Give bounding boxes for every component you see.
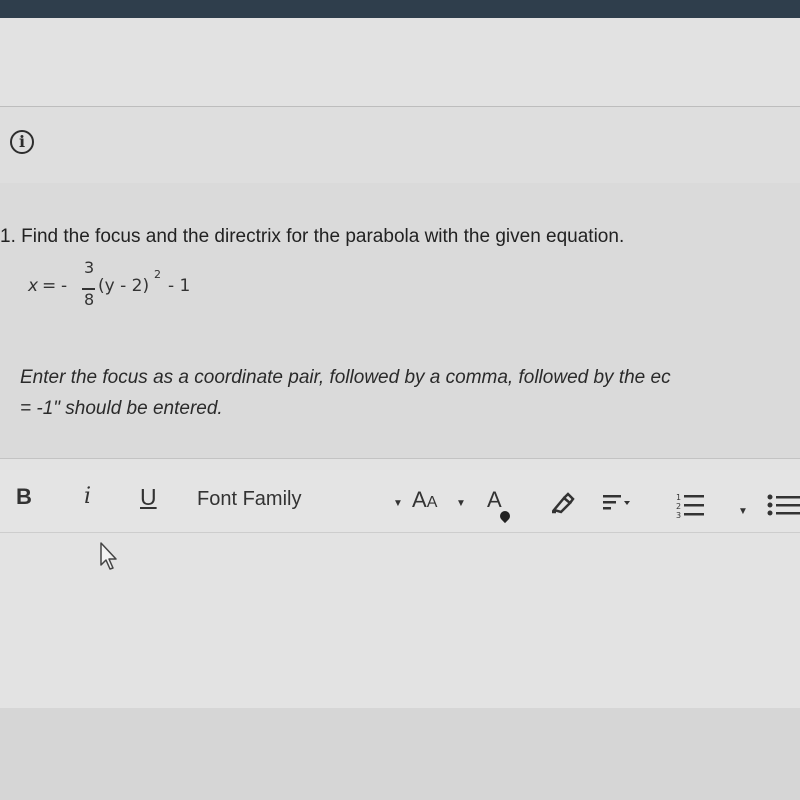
info-icon[interactable]: i: [10, 130, 34, 154]
italic-button[interactable]: i: [84, 484, 92, 509]
info-panel: [0, 106, 800, 184]
header-area: [0, 18, 800, 106]
mouse-cursor-icon: [98, 541, 122, 571]
answer-instructions-line1: Enter the focus as a coordinate pair, followed by a comma, followed by the ec: [20, 367, 671, 388]
font-size-small-label: A: [426, 494, 438, 511]
highlight-icon[interactable]: [550, 492, 576, 514]
font-family-caret-icon[interactable]: ▼: [393, 498, 403, 509]
equation-exponent: 2: [154, 268, 161, 281]
ordered-list-icon[interactable]: [676, 491, 712, 519]
fraction-denominator: 8: [84, 290, 95, 309]
font-size-large-label: A: [412, 487, 427, 512]
answer-instructions-line2: = -1" should be entered.: [20, 398, 223, 419]
question-text: 1. Find the focus and the directrix for the parabola with the given equation.: [0, 226, 625, 247]
ordered-list-caret-icon[interactable]: ▼: [738, 506, 748, 517]
fraction-numerator: 3: [84, 258, 95, 277]
equation-lhs: x: [28, 276, 39, 296]
bold-button[interactable]: B: [16, 484, 32, 509]
parabola-equation: [28, 258, 288, 318]
text-color-button[interactable]: A: [487, 487, 502, 512]
svg-text:3: 3: [676, 511, 682, 519]
page-bottom: [0, 708, 800, 800]
equation-group: (y - 2): [98, 276, 150, 296]
svg-text:2: 2: [676, 502, 682, 511]
font-size-button[interactable]: [412, 487, 437, 513]
equation-tail: - 1: [168, 276, 191, 296]
equation-equals: =: [42, 276, 57, 296]
unordered-list-icon[interactable]: [766, 491, 800, 519]
window-top-bar: [0, 0, 800, 18]
underline-button[interactable]: U: [140, 484, 157, 510]
font-family-select[interactable]: Font Family: [197, 488, 302, 510]
font-size-caret-icon[interactable]: ▼: [456, 498, 466, 509]
align-icon[interactable]: [603, 493, 631, 513]
svg-text:1: 1: [676, 493, 682, 502]
equation-minus: -: [61, 276, 68, 296]
